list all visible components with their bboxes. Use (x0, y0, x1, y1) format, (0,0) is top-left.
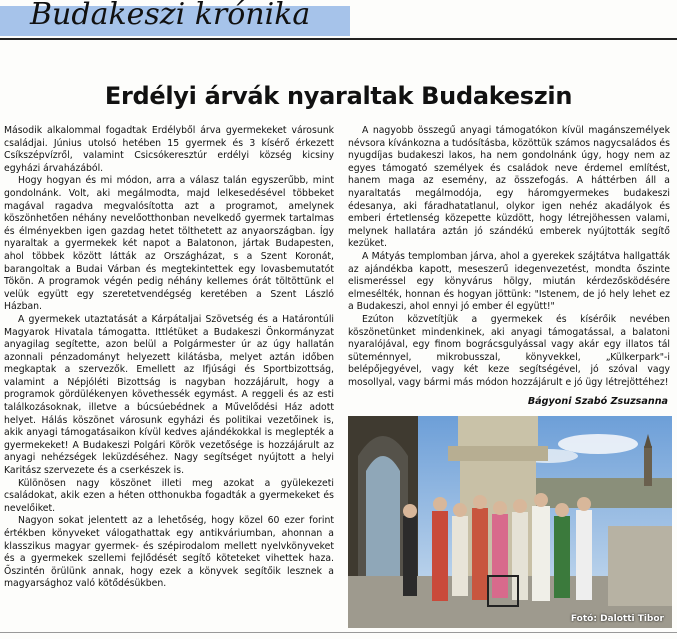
bottom-rule (0, 632, 677, 633)
photo-illustration (348, 416, 672, 628)
article-column-left (4, 125, 334, 591)
paragraph: Második alkalommal fogadtak Erdélyből árva gyermekeket városunk családjai. Június utolsó hetében 15 gyermek és 3 kísérő érkezett Csíkszépvízről, valamint Csicsókeresztúr erdélyi község kicsiny egyházi árvaházából. (4, 125, 334, 174)
masthead-rule (0, 38, 677, 40)
article-headline: Erdélyi árvák nyaraltak Budakeszin (104, 82, 573, 110)
paragraph: Különösen nagy köszönet illeti meg azokat a gyülekezeti családokat, akik ezen a héten otthonukba fogadták a gyermekeket és nevelőiket. (4, 477, 334, 514)
paragraph: A gyermekek utaztatását a Kárpátaljai Szövetség és a Határontúli Magyarok Hivatala támogatta. Ittlétüket a Budakeszi Önkormányzat anyagilag segítette, azon belül a Polgármester úr az úgy hallatán azonnali pénzadományt helyezett kilátásba, melyet aztán időben megkaptak a szervezők. Emellett az Ifjúsági és Sportbizottság, valamint a Népjóléti Bizottság is nagyban hozzájárult, hogy a programok gördülékenyen követhessék egymást. A reggeli és az esti találkozásoknak, illetve a búcsúebédnek a Művelődési Ház adott helyet. Hálás köszönet városunk egyházi és politikai vezetőinek is, akik anyagi támogatásaikon kívül kedves ajándékokkal is meglepték a gyermekeket! A Budakeszi Polgári Körök vezetősége is hozzájárult az anyagi nehézségek leküzdéséhez. Nagy segítséget nyújtott a helyi Karitász szervezete és a cserkészek is. (4, 313, 334, 477)
author-signature: Bágyoni Szabó Zsuzsanna (527, 396, 668, 407)
masthead-title: Budakeszi krónika (30, 0, 311, 32)
paragraph: Nagyon sokat jelentett az a lehetőség, hogy közel 60 ezer forint értékben könyveket válogathattak egy antikváriumban, ahonnan a klasszikus magyar gyermek- és szépirodalom mellett nyelvkönyveket és a gyermekek szellemi fejlődését segítő köteteket vihettek haza. Őszintén örülünk annak, hogy ezek a könyvek segítőik lesznek a magyarsághoz való kötődésükben. (4, 515, 334, 590)
paragraph: Ezúton közvetítjük a gyermekek és kísérőik nevében köszönetünket mindenkinek, aki anyagi támogatással, a balatoni nyaralójával, egy finom bográcsgulyással vagy akár egy illatos tál süteménnyel, mikrobusszal, könyvekkel, „Külkerpark"-i belépőjegyével, vagy két keze segítségével, jó szóval vagy mosollyal, vagy bármi más módon hozzájárult e jó ügy létrejöttéhez! (348, 313, 670, 388)
masthead (0, 0, 677, 40)
article-column-right (348, 125, 670, 389)
photo-credit: Fotó: Dalotti Tibor (570, 614, 664, 624)
paragraph: Hogy hogyan és mi módon, arra a válasz talán egyszerűbb, mint gondolnánk. Volt, aki megálmodta, majd lelkesedésével többeket magával ragadva megvalósította azt a programot, amelynek köszönhetően néhány nevelőotthonban nevelkedő gyermek tartalmas és élményekben igen gazdag hetet tölthetett az anyaországban. Így nyaraltak a gyermekek két napot a Balatonon, jártak Budapesten, ahol többek között látták az Országházat, s a Szent Koronát, barangoltak a Budai Várban és megtekintettek egy lovasbemutatót Tökön. A programok végén pedig néhány kellemes órát töltöttünk el velük együtt egy szeretetvendégség keretében a Szent László Házban. (4, 175, 334, 313)
group-photo (348, 416, 672, 628)
paragraph: A nagyobb összegű anyagi támogatókon kívül magánszemélyek névsora kívánkozna a tudósításba, közöttük számos nagycsaládos és nyugdíjas budakeszi lakos, ha nem gondolnánk úgy, hogy nem az egyes támogató személyek és családok neve érdemel említést, hanem maga az esemény, az összefogás. A háttérben áll a nyaraltatás megálmodója, egy háromgyermekes budakeszi édesanya, aki fáradhatatlanul, olykor igen nehéz akadályok és emberi értetlenség közepette küzdött, hogy létrejöhessen valami, melynek hallatára aztán jó szándékú emberek nyújtották segítő kezüket. (348, 125, 670, 250)
paragraph: A Mátyás templomban járva, ahol a gyerekek szájtátva hallgatták az ajándékba kapott, meseszerű idegenvezetést, mondta őszinte elismeréssel egy könyvárus hölgy, miután kérdezősködésére elmesélték, honnan és hogyan jöttünk: "Istenem, de jó hely lehet ez a Budakeszi, ahol ennyi jó ember él együtt!" (348, 250, 670, 313)
